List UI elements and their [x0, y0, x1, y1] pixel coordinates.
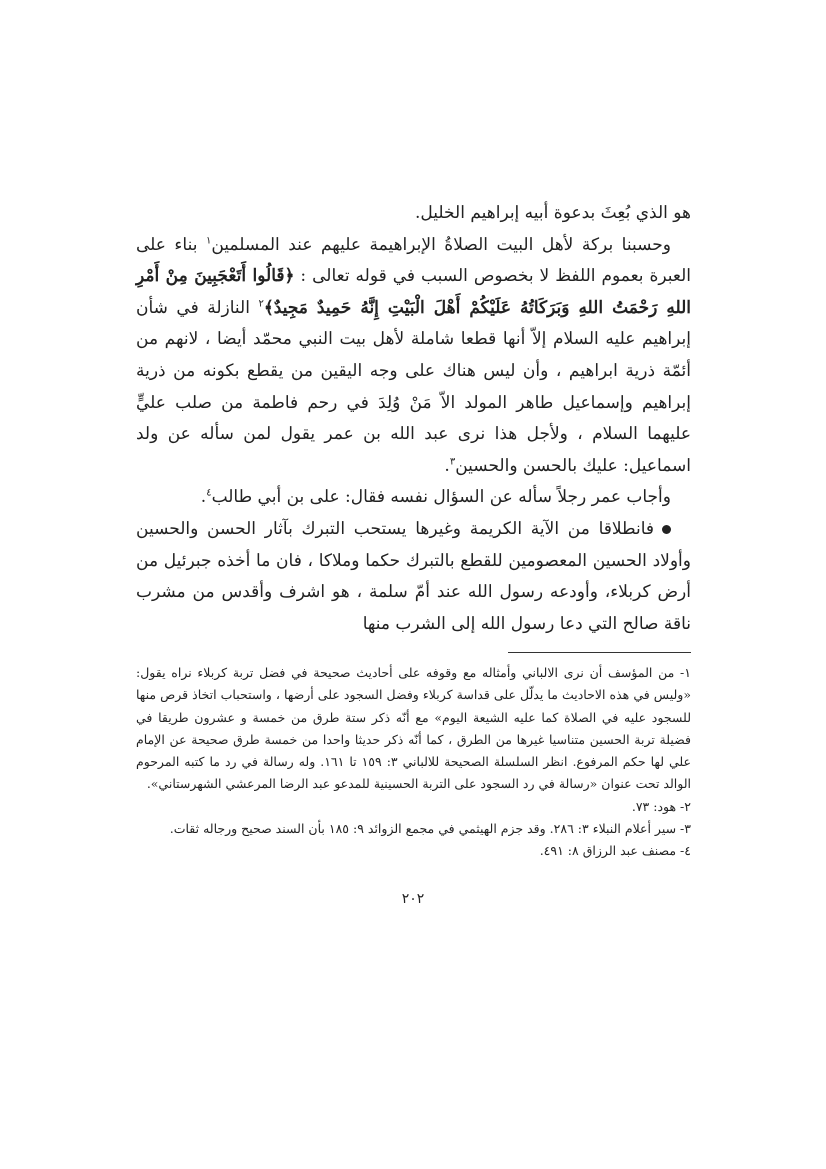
footnote-marker: ٢	[258, 298, 264, 310]
paragraph	[136, 230, 691, 483]
page-number: ٢٠٢	[401, 891, 425, 907]
footnote-separator	[508, 652, 691, 653]
footnote-marker: ١	[205, 234, 212, 246]
bullet-icon	[662, 525, 671, 534]
text-run: بناء على العبرة بعموم اللفظ لا بخصوص السبب في قوله تعالى :	[136, 234, 691, 287]
paragraph	[136, 198, 691, 230]
footnote: ١- من المؤسف أن نرى الالباني وأمثاله مع وقوفه على أحاديث صحيحة في فضل تربة كربلاء نراه يقول: «وليس في هذه الاحاديث ما يدلّل على قداسة كربلاء وفضل السجود على أرضها ، واستحباب اتخاذ قرص منها للسجود عليه في الصلاة كما عليه الشيعة اليوم» مع أنّه ذكر ستة طرق من خمسة و عشرون طريقا في فضيلة تربة الحسين متناسيا غيرها من الطرق ، كما أنّه ذكر حديثا واحدا من خمسة طرق صحيحة عن الإمام علي لها حكم المرفوع. انظر السلسلة الصحيحة للالباني ٣: ١٥٩ تا ١٦١. وله رسالة في رد ما كتبه المرحوم الوالد تحت عنوان «رسالة في رد السجود على التربة الحسينية للمدعو عبد الرضا المرعشي الشهرستاني».	[136, 665, 691, 792]
footnote: ٣- سير أعلام النبلاء ٣: ٢٨٦. وقد جزم الهيثمي في مجمع الزوائد ٩: ١٨٥ بأن السند صحيح ورجاله ثقات.	[169, 821, 691, 837]
footnote-marker: ٤	[206, 487, 212, 499]
text-run: هو الذي بُعِثَ بدعوة أبيه إبراهيم الخليل.	[415, 203, 691, 223]
footnote-marker: ٣	[449, 456, 456, 468]
footnotes	[136, 662, 691, 863]
text-run: النازلة في شأن إبراهيم عليه السلام إلاّ أنها قطعا شاملة لأهل بيت النبي محمّد أيضا ، لانهم من أئمّة ذرية ابراهيم ، وأن ليس هناك على وجه اليقين من يقطع بكونه من ذرية إبراهيم وإسماعيل طاهر المولد الاّ مَنْ وُلِدَ في رحم فاطمة من صلب عليٍّ عليهما السلام ، ولأجل هذا نرى عبد الله بن عمر يقول لمن سأله عن ولد اسماعيل: عليك بالحسن والحسين	[136, 297, 691, 476]
footnote: ٢- هود: ٧٣.	[631, 798, 691, 814]
footnote: ٤- مصنف عبد الرزاق ٨: ٤٩١.	[539, 843, 691, 859]
paragraph	[136, 482, 691, 514]
text-run: وأجاب عمر رجلاً سأله عن السؤال نفسه فقال: على بن أبي طالب	[211, 487, 671, 508]
body-paragraphs	[136, 198, 691, 640]
text-run: فانطلاقا من الآية الكريمة وغيرها يستحب التبرك بآثار الحسن والحسين وأولاد الحسين المعصومين للقطع بالتبرك حكما وملاكا ، فان ما أخذه جبرئيل من أرض كربلاء، وأودعه رسول الله عند أمّ سلمة ، هو اشرف وأقدس من مشرب ناقة صالح التي دعا رسول الله إلى الشرب منها	[136, 518, 691, 634]
paragraph	[136, 514, 691, 640]
quran-verse: ﴿قَالُوا أَتَعْجَبِينَ مِنْ أَمْرِ اللهِ رَحْمَتُ اللهِ وَبَرَكَاتُهُ عَلَيْكُمْ أَهْلَ الْبَيْتِ إِنَّهُ حَمِيدٌ مَجِيدٌ﴾	[136, 266, 692, 318]
text-run: .	[444, 455, 450, 476]
main-text	[136, 198, 691, 640]
text-run: .	[200, 487, 207, 508]
text-run: وحسبنا بركة لأهل البيت الصلاةُ الإبراهيمة عليهم عند المسلمين	[211, 234, 671, 255]
